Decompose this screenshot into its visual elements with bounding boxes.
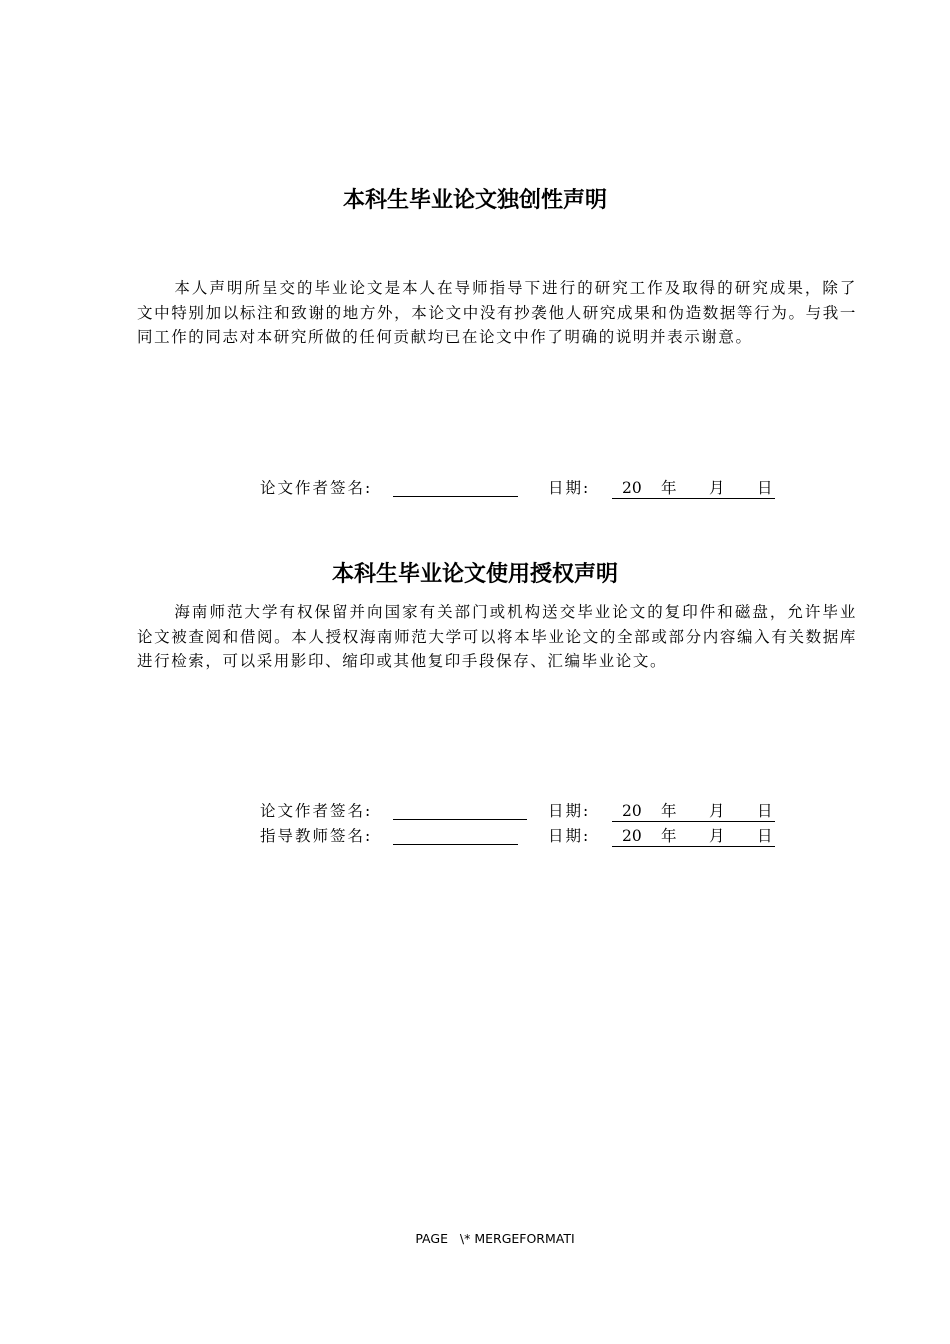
date-label: 日期: <box>548 479 591 497</box>
date-day-unit: 日 <box>757 827 773 845</box>
date-field[interactable] <box>612 825 775 847</box>
date-month-unit: 月 <box>709 802 725 820</box>
date-year-unit: 年 <box>661 802 677 820</box>
author-signature-label: 论文作者签名: <box>260 802 373 820</box>
author-signature-line[interactable] <box>393 496 518 497</box>
date-year-unit: 年 <box>661 479 677 497</box>
advisor-signature-row <box>260 825 820 847</box>
date-field[interactable] <box>612 800 775 822</box>
advisor-signature-label: 指导教师签名: <box>260 827 373 845</box>
originality-statement-body: 本人声明所呈交的毕业论文是本人在导师指导下进行的研究工作及取得的研究成果，除了文中特别加以标注和致谢的地方外，本论文中没有抄袭他人研究成果和伪造数据等行为。与我一同工作的同志对本研究所做的任何贡献均已在论文中作了明确的说明并表示谢意。 <box>137 279 857 346</box>
date-label: 日期: <box>548 802 591 820</box>
date-year: 20 <box>622 479 642 497</box>
date-year-unit: 年 <box>661 827 677 845</box>
date-day-unit: 日 <box>757 802 773 820</box>
date-year: 20 <box>622 827 642 845</box>
author-signature-row <box>260 477 820 499</box>
author-signature-row <box>260 800 820 822</box>
date-year: 20 <box>622 802 642 820</box>
originality-statement-title: 本科生毕业论文独创性声明 <box>342 188 607 213</box>
date-day-unit: 日 <box>757 479 773 497</box>
date-field[interactable] <box>612 477 775 499</box>
authorization-statement-body: 海南师范大学有权保留并向国家有关部门或机构送交毕业论文的复印件和磁盘，允许毕业论文被查阅和借阅。本人授权海南师范大学可以将本毕业论文的全部或部分内容编入有关数据库进行检索，可以采用影印、缩印或其他复印手段保存、汇编毕业论文。 <box>137 603 857 670</box>
date-month-unit: 月 <box>709 479 725 497</box>
date-month-unit: 月 <box>709 827 725 845</box>
date-label: 日期: <box>548 827 591 845</box>
authorization-statement-text <box>137 600 857 674</box>
page-footer-field-code: PAGE \* MERGEFORMATI <box>415 1231 575 1246</box>
advisor-signature-line[interactable] <box>393 844 518 845</box>
author-signature-label: 论文作者签名: <box>260 479 373 497</box>
authorization-statement-title: 本科生毕业论文使用授权声明 <box>331 562 618 587</box>
author-signature-line[interactable] <box>393 819 527 820</box>
originality-statement-text <box>137 276 857 350</box>
